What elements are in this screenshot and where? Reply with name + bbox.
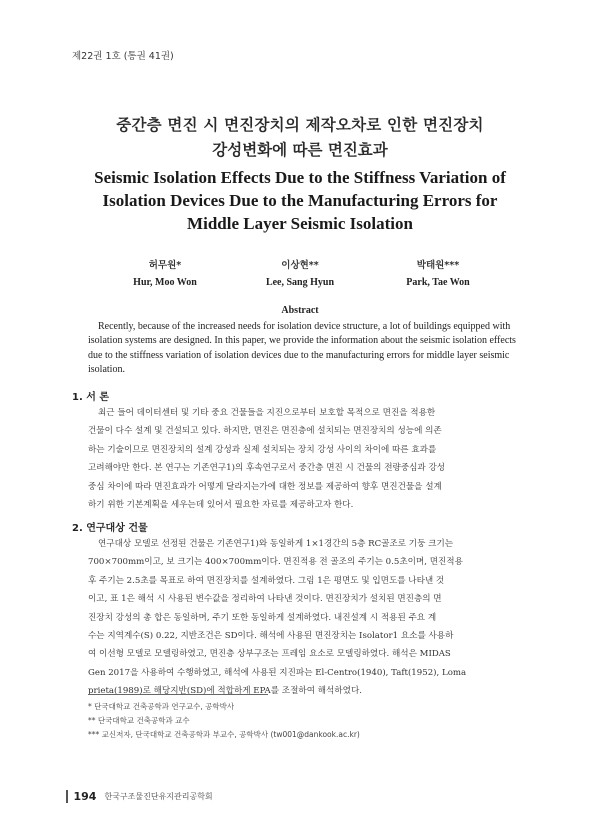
author-3 — [358, 257, 518, 288]
section-2-heading: 2. 연구대상 건물 — [72, 523, 148, 534]
korean-title-line-1: 중간층 면진 시 면진장치의 제작오차로 인한 면진장치 — [116, 116, 484, 134]
page-number: 194 — [73, 790, 97, 803]
journal-name: 한국구조물진단유지관리공학회 — [104, 792, 213, 801]
running-header: 제22권 1호 (통권 41권) — [72, 51, 174, 62]
body-line: 고려해야만 한다. 본 연구는 기존연구1)의 후속연구로서 중간층 면진 시 건물의 전량중심과 강성 — [88, 463, 446, 474]
body-line: 여 이선형 모델로 모델링하였고, 면진층 상부구조는 프레임 요소로 모델링하였다. 해석은 MIDAS — [88, 649, 451, 660]
english-title-line-2: Isolation Devices Due to the Manufacturing Errors for — [102, 191, 498, 210]
author-2 — [220, 257, 380, 288]
section-1-body — [88, 404, 520, 514]
footnote: *** 교신저자, 단국대학교 건축공학과 부교수, 공학박사 (tw001@dankook.ac.kr) — [88, 730, 360, 739]
abstract-heading: Abstract — [281, 305, 319, 316]
author-1-korean-name: 허무원* — [148, 260, 182, 271]
footnote: ** 단국대학교 건축공학과 교수 — [88, 716, 190, 725]
abstract-line: due to the stiffness variation of isolation devices due to the manufacturing errors for middle layer seismic — [88, 349, 510, 361]
footnote: * 단국대학교 건축공학과 연구교수, 공학박사 — [88, 702, 235, 711]
body-line: 700×700mm이고, 보 크기는 400×700mm이다. 면진적용 전 골조의 주기는 0.5초이며, 면진적용 — [88, 557, 463, 568]
author-3-english-name: Park, Tae Won — [406, 277, 470, 288]
body-line: 중심 차이에 따라 면진효과가 어떻게 달라지는가에 대한 정보를 제공하여 향후 면진건물을 설계 — [88, 481, 442, 492]
body-line: 최근 들어 데이터센터 및 기타 중요 건물들을 지진으로부터 보호할 목적으로 면진을 적용한 — [98, 408, 436, 418]
author-2-korean-name: 이상현** — [281, 260, 319, 271]
footnotes — [88, 700, 528, 742]
author-2-english-name: Lee, Sang Hyun — [265, 277, 335, 288]
body-line: Gen 2017을 사용하여 수행하였고, 해석에 사용된 지진파는 El-Centro(1940), Taft(1952), Loma — [88, 667, 467, 678]
footnote-divider — [88, 694, 268, 695]
body-line: 이고, 표 1은 해석 시 사용된 변수값을 정리하여 나타낸 것이다. 면진장치가 설치된 면진층의 면 — [88, 594, 442, 605]
body-line: 수는 지역계수(S) 0.22, 지반조건은 SD이다. 해석에 사용된 면진장치는 Isolator1 요소를 사용하 — [88, 631, 454, 642]
english-title-line-3: Middle Layer Seismic Isolation — [187, 214, 413, 233]
abstract-line: Recently, because of the increased needs for isolation device structure, a lot of buildings equipped with — [98, 321, 511, 332]
page-footer — [66, 790, 213, 803]
body-line: 진장치 강성의 총 합은 동일하며, 주기 또한 동일하게 설계하였다. 내진설계 시 적용된 주요 계 — [88, 612, 437, 623]
abstract-text — [88, 320, 518, 378]
section-2-body — [88, 535, 520, 701]
section-1-heading: 1. 서 론 — [72, 392, 110, 403]
body-line: 후 주기는 2.5초를 목표로 하여 면진장치를 설계하였다. 그림 1은 평면도 및 입면도를 나타낸 것 — [88, 575, 445, 586]
korean-title-line-2: 강성변화에 따른 면진효과 — [212, 141, 388, 159]
body-line: 연구대상 모델로 선정된 건물은 기존연구1)와 동일하게 1×1경간의 5층 RC골조로 기둥 크기는 — [98, 539, 454, 549]
author-3-korean-name: 박태원*** — [416, 260, 460, 271]
footer-divider — [66, 790, 68, 803]
abstract-line: isolation. — [88, 364, 125, 376]
english-title-line-1: Seismic Isolation Effects Due to the Stiffness Variation of — [94, 168, 506, 187]
body-line: 하는 기술이므로 면진장치의 설계 강성과 실제 설치되는 장치 강성 사이의 차이에 따른 효과를 — [88, 444, 437, 455]
body-line: 하기 위한 기본계획을 세우는데 있어서 필요한 자료를 제공하고자 한다. — [88, 500, 354, 511]
author-1-english-name: Hur, Moo Won — [133, 277, 197, 288]
abstract-line: isolation systems are designed. In this paper, we provide the information about the seismic isolation effects — [88, 335, 516, 347]
body-line: prieta(1989)로 해당지반(SD)에 적합하게 EPA를 조절하여 해석하였다. — [88, 686, 362, 697]
body-line: 건물이 다수 설계 및 건설되고 있다. 하지만, 면진은 면진층에 설치되는 면진장치의 성능에 의존 — [88, 426, 442, 437]
